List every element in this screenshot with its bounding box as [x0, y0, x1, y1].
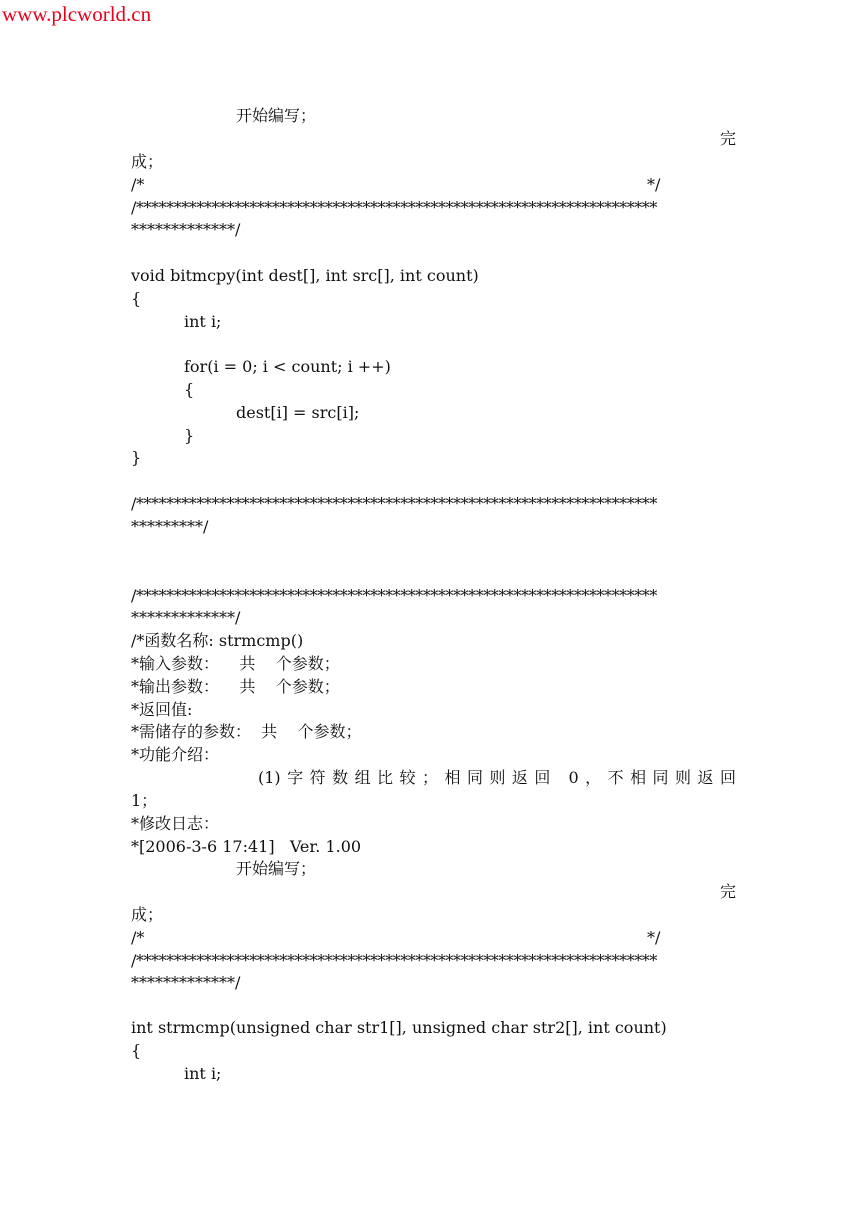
stars-line: /*********************************************************************	[131, 951, 657, 970]
comment-close: */	[647, 175, 661, 194]
function-intro-label: *功能介绍：	[131, 745, 220, 764]
output-params-line: *输出参数： 共 个参数；	[131, 677, 340, 696]
stored-params-line: *需储存的参数： 共 个参数；	[131, 722, 362, 741]
inner-open-brace: {	[184, 380, 195, 399]
stars-tail: *************/	[131, 973, 241, 992]
stars-line: /*********************************************************************	[131, 198, 657, 217]
wan-char: 完	[719, 882, 736, 901]
input-params-line: *输入参数： 共 个参数；	[131, 654, 340, 673]
cheng-text: 成；	[131, 152, 164, 171]
changelog-label: *修改日志：	[131, 814, 220, 833]
changelog-entry: *[2006-3-6 17:41] Ver. 1.00	[131, 837, 362, 856]
function-name-line: /*函数名称: strmcmp()	[131, 631, 304, 650]
stars-line: /*********************************************************************	[131, 494, 657, 513]
wan-char: 完	[719, 129, 736, 148]
bitmcpy-signature: void bitmcpy(int dest[], int src[], int count)	[131, 266, 479, 285]
comment-close: */	[647, 928, 661, 947]
comment-open: /*	[131, 928, 145, 947]
watermark-url: www.plcworld.cn	[2, 2, 152, 26]
start-writing-text: 开始编写；	[236, 106, 317, 125]
var-declaration: int i;	[184, 312, 222, 331]
function-intro-continuation: 1；	[131, 791, 158, 810]
cheng-text: 成；	[131, 905, 164, 924]
for-loop-line: for(i = 0; i < count; i ++)	[184, 357, 391, 376]
open-brace: {	[131, 1041, 142, 1060]
return-value-line: *返回值:	[131, 700, 193, 719]
open-brace: {	[131, 289, 142, 308]
close-brace: }	[131, 448, 142, 467]
stars-line: /*********************************************************************	[131, 586, 657, 605]
function-intro-text: (1)字符数组比较；相同则返回 0，不相同则返回	[258, 768, 736, 787]
stars-tail: *************/	[131, 608, 241, 627]
stars-tail: *************/	[131, 220, 241, 239]
inner-close-brace: }	[184, 426, 195, 445]
strmcmp-signature: int strmcmp(unsigned char str1[], unsigned char str2[], int count)	[131, 1018, 667, 1037]
comment-open: /*	[131, 175, 145, 194]
start-writing-text: 开始编写；	[236, 859, 317, 878]
stars-tail: *********/	[131, 517, 209, 536]
assign-statement: dest[i] = src[i];	[236, 403, 360, 422]
var-declaration: int i;	[184, 1064, 222, 1083]
